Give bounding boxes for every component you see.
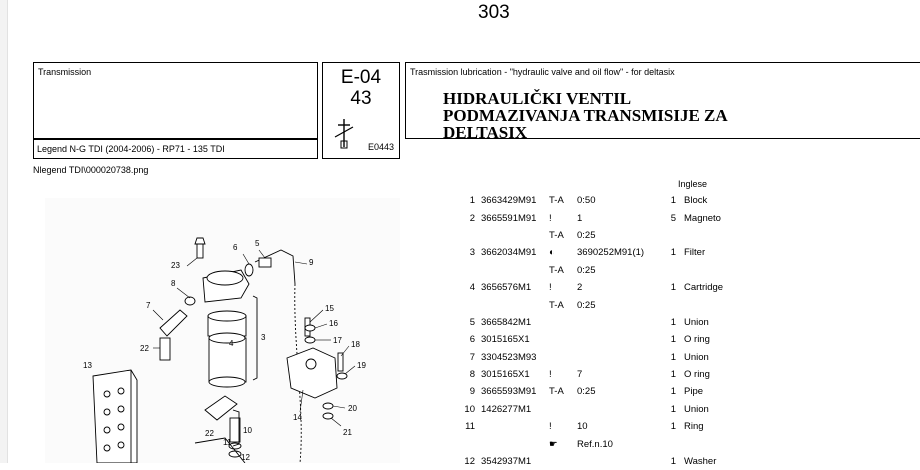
- diagram-label-7: 7: [146, 301, 151, 310]
- part-description: O ring: [684, 334, 710, 346]
- part-quantity: [654, 227, 684, 244]
- column-header-inglese: Inglese: [678, 179, 708, 189]
- part-flag: T-A: [549, 229, 564, 241]
- part-description: Washer: [684, 456, 717, 468]
- part-code: 3662034M91: [481, 247, 537, 259]
- part-description: Ring: [684, 421, 704, 433]
- part-number-index: 8: [469, 369, 475, 381]
- title-line-3: DELTASIX: [443, 123, 528, 142]
- table-row: [455, 366, 723, 383]
- part-code: 3015165X1: [481, 369, 530, 381]
- diagram-label-21: 21: [343, 428, 352, 437]
- part-number-index: 7: [469, 351, 475, 363]
- part-quantity: 1: [670, 195, 676, 207]
- part-reference: 0:25: [577, 386, 596, 398]
- part-code: 3665593M91: [481, 386, 537, 398]
- wrench-icon: [333, 117, 355, 151]
- part-reference: 2: [577, 282, 583, 294]
- part-number-index: 5: [469, 316, 475, 328]
- part-flag: ☛: [549, 438, 558, 450]
- group-code: E-04: [340, 67, 382, 88]
- group-number: 43: [350, 88, 372, 109]
- part-flag: [549, 314, 577, 331]
- diagram-label-22-bottom: 22: [205, 429, 214, 438]
- part-reference: [577, 314, 654, 331]
- part-code: 3665591M91: [481, 212, 537, 224]
- table-row: [455, 192, 723, 209]
- diagram-label-11: 11: [223, 438, 232, 447]
- part-quantity: 1: [670, 282, 676, 294]
- part-quantity: [654, 435, 684, 452]
- diagram-label-5: 5: [255, 239, 260, 248]
- part-number-index: 2: [469, 212, 475, 224]
- part-code: 3015165X1: [481, 334, 530, 346]
- part-quantity: 5: [670, 212, 676, 224]
- part-number-index: 6: [469, 334, 475, 346]
- diagram-label-14: 14: [293, 413, 302, 422]
- diagram-label-12: 12: [241, 453, 250, 462]
- legend-box: [33, 139, 318, 159]
- part-code: [481, 262, 549, 279]
- part-reference: [577, 401, 654, 418]
- diagram-label-9: 9: [309, 258, 314, 267]
- title-line-1: HIDRAULIČKI VENTIL: [443, 89, 632, 108]
- part-quantity: 1: [670, 316, 676, 328]
- part-description: Union: [684, 351, 709, 363]
- part-number-index: [455, 435, 481, 452]
- diagram-label-3: 3: [261, 333, 266, 342]
- part-quantity: [654, 262, 684, 279]
- part-flag: T-A: [549, 264, 564, 276]
- part-number-index: 10: [464, 403, 475, 415]
- part-code: 3663429M91: [481, 195, 537, 207]
- part-quantity: 1: [670, 386, 676, 398]
- diagram-label-6: 6: [233, 243, 238, 252]
- table-row: [455, 279, 723, 296]
- part-reference: 7: [577, 369, 583, 381]
- page-number: 303: [478, 2, 510, 23]
- part-code: 3542937M1: [481, 456, 532, 468]
- part-flag: [549, 331, 577, 348]
- description-en: Trasmission lubrication - "hydraulic valve and oil flow" - for deltasix: [410, 67, 675, 77]
- part-description: Filter: [684, 247, 706, 259]
- table-row: [455, 296, 723, 313]
- part-description: O ring: [684, 369, 710, 381]
- part-reference: [577, 349, 654, 366]
- diagram-label-23: 23: [171, 261, 180, 270]
- part-description: [684, 262, 723, 279]
- table-row: [455, 401, 723, 418]
- part-code: [481, 296, 549, 313]
- part-flag: !: [549, 212, 552, 224]
- title-line-2: PODMAZIVANJA TRANSMISIJE ZA: [443, 106, 728, 125]
- part-quantity: [654, 296, 684, 313]
- part-number-index: 4: [469, 282, 475, 294]
- part-quantity: 1: [670, 456, 676, 468]
- part-number-index: 9: [469, 386, 475, 398]
- part-reference: 10: [577, 421, 588, 433]
- diagram-label-16: 16: [329, 319, 338, 328]
- part-code: 3665842M1: [481, 316, 532, 328]
- part-description: Cartridge: [684, 282, 724, 294]
- table-row: [455, 227, 723, 244]
- diagram-label-13: 13: [83, 361, 92, 370]
- part-number-index: [455, 296, 481, 313]
- part-flag: [549, 401, 577, 418]
- part-reference: 0:25: [577, 264, 596, 276]
- table-row: [455, 418, 723, 435]
- part-flag: T-A: [549, 299, 564, 311]
- part-reference: [577, 453, 654, 470]
- diagram-label-19: 19: [357, 361, 366, 370]
- table-row: [455, 349, 723, 366]
- diagram-label-15: 15: [325, 304, 334, 313]
- part-description: Pipe: [684, 386, 704, 398]
- part-quantity: 1: [670, 369, 676, 381]
- part-number-index: [455, 262, 481, 279]
- part-reference: 3690252M91(1): [577, 247, 645, 259]
- part-reference: 1: [577, 212, 583, 224]
- table-row: [455, 262, 723, 279]
- part-flag: [549, 349, 577, 366]
- part-code: [481, 418, 549, 435]
- figure-code: E0443: [368, 142, 395, 152]
- diagram-label-22-top: 22: [140, 344, 149, 353]
- part-reference: Ref.n.10: [577, 438, 613, 450]
- part-flag: T-A: [549, 195, 564, 207]
- part-code: 1426277M1: [481, 403, 532, 415]
- part-flag: ◐: [549, 247, 555, 259]
- diagram-label-20: 20: [348, 404, 357, 413]
- part-reference: 0:25: [577, 299, 596, 311]
- left-page-edge: [0, 0, 8, 463]
- part-description: Magneto: [684, 212, 721, 224]
- part-quantity: 1: [670, 403, 676, 415]
- legend-label: Legend N-G TDI (2004-2006) - RP71 - 135 TDI: [37, 144, 225, 154]
- part-description: [684, 435, 723, 452]
- parts-table: [455, 192, 723, 470]
- part-quantity: 1: [670, 247, 676, 259]
- table-row: [455, 209, 723, 226]
- part-code: 3656576M1: [481, 282, 532, 294]
- description-box: [405, 62, 920, 142]
- diagram-label-17: 17: [333, 336, 342, 345]
- part-quantity: 1: [670, 421, 676, 433]
- table-row: [455, 331, 723, 348]
- part-reference: [577, 331, 654, 348]
- diagram-label-8: 8: [171, 279, 176, 288]
- part-number-index: 12: [464, 456, 475, 468]
- section-label: Transmission: [38, 67, 92, 77]
- table-row: [455, 383, 723, 400]
- part-code: [481, 227, 549, 244]
- part-quantity: 1: [670, 334, 676, 346]
- diagram-label-4: 4: [229, 339, 234, 348]
- table-row: [455, 453, 723, 470]
- part-description: Union: [684, 316, 709, 328]
- table-row: [455, 244, 723, 261]
- part-number-index: [455, 227, 481, 244]
- image-caption: Nlegend TDI\000020738.png: [33, 165, 149, 175]
- part-flag: !: [549, 421, 552, 433]
- table-row: [455, 314, 723, 331]
- part-flag: [549, 453, 577, 470]
- part-description: Union: [684, 403, 709, 415]
- part-flag: T-A: [549, 386, 564, 398]
- table-row: [455, 435, 723, 452]
- part-description: Block: [684, 195, 708, 207]
- part-quantity: 1: [670, 351, 676, 363]
- part-number-index: 11: [465, 421, 475, 433]
- diagram-label-10: 10: [243, 426, 252, 435]
- part-number-index: 1: [469, 195, 475, 207]
- part-reference: 0:25: [577, 229, 596, 241]
- part-code: [481, 435, 549, 452]
- part-code: 3304523M93: [481, 351, 537, 363]
- part-description: [684, 227, 723, 244]
- part-number-index: 3: [469, 247, 475, 259]
- part-reference: 0:50: [577, 195, 596, 207]
- part-flag: !: [549, 282, 552, 294]
- part-description: [684, 296, 723, 313]
- diagram-label-18: 18: [351, 340, 360, 349]
- exploded-parts-diagram: [45, 198, 400, 463]
- group-code-box: [322, 62, 400, 159]
- section-box: [33, 62, 318, 139]
- part-flag: !: [549, 369, 552, 381]
